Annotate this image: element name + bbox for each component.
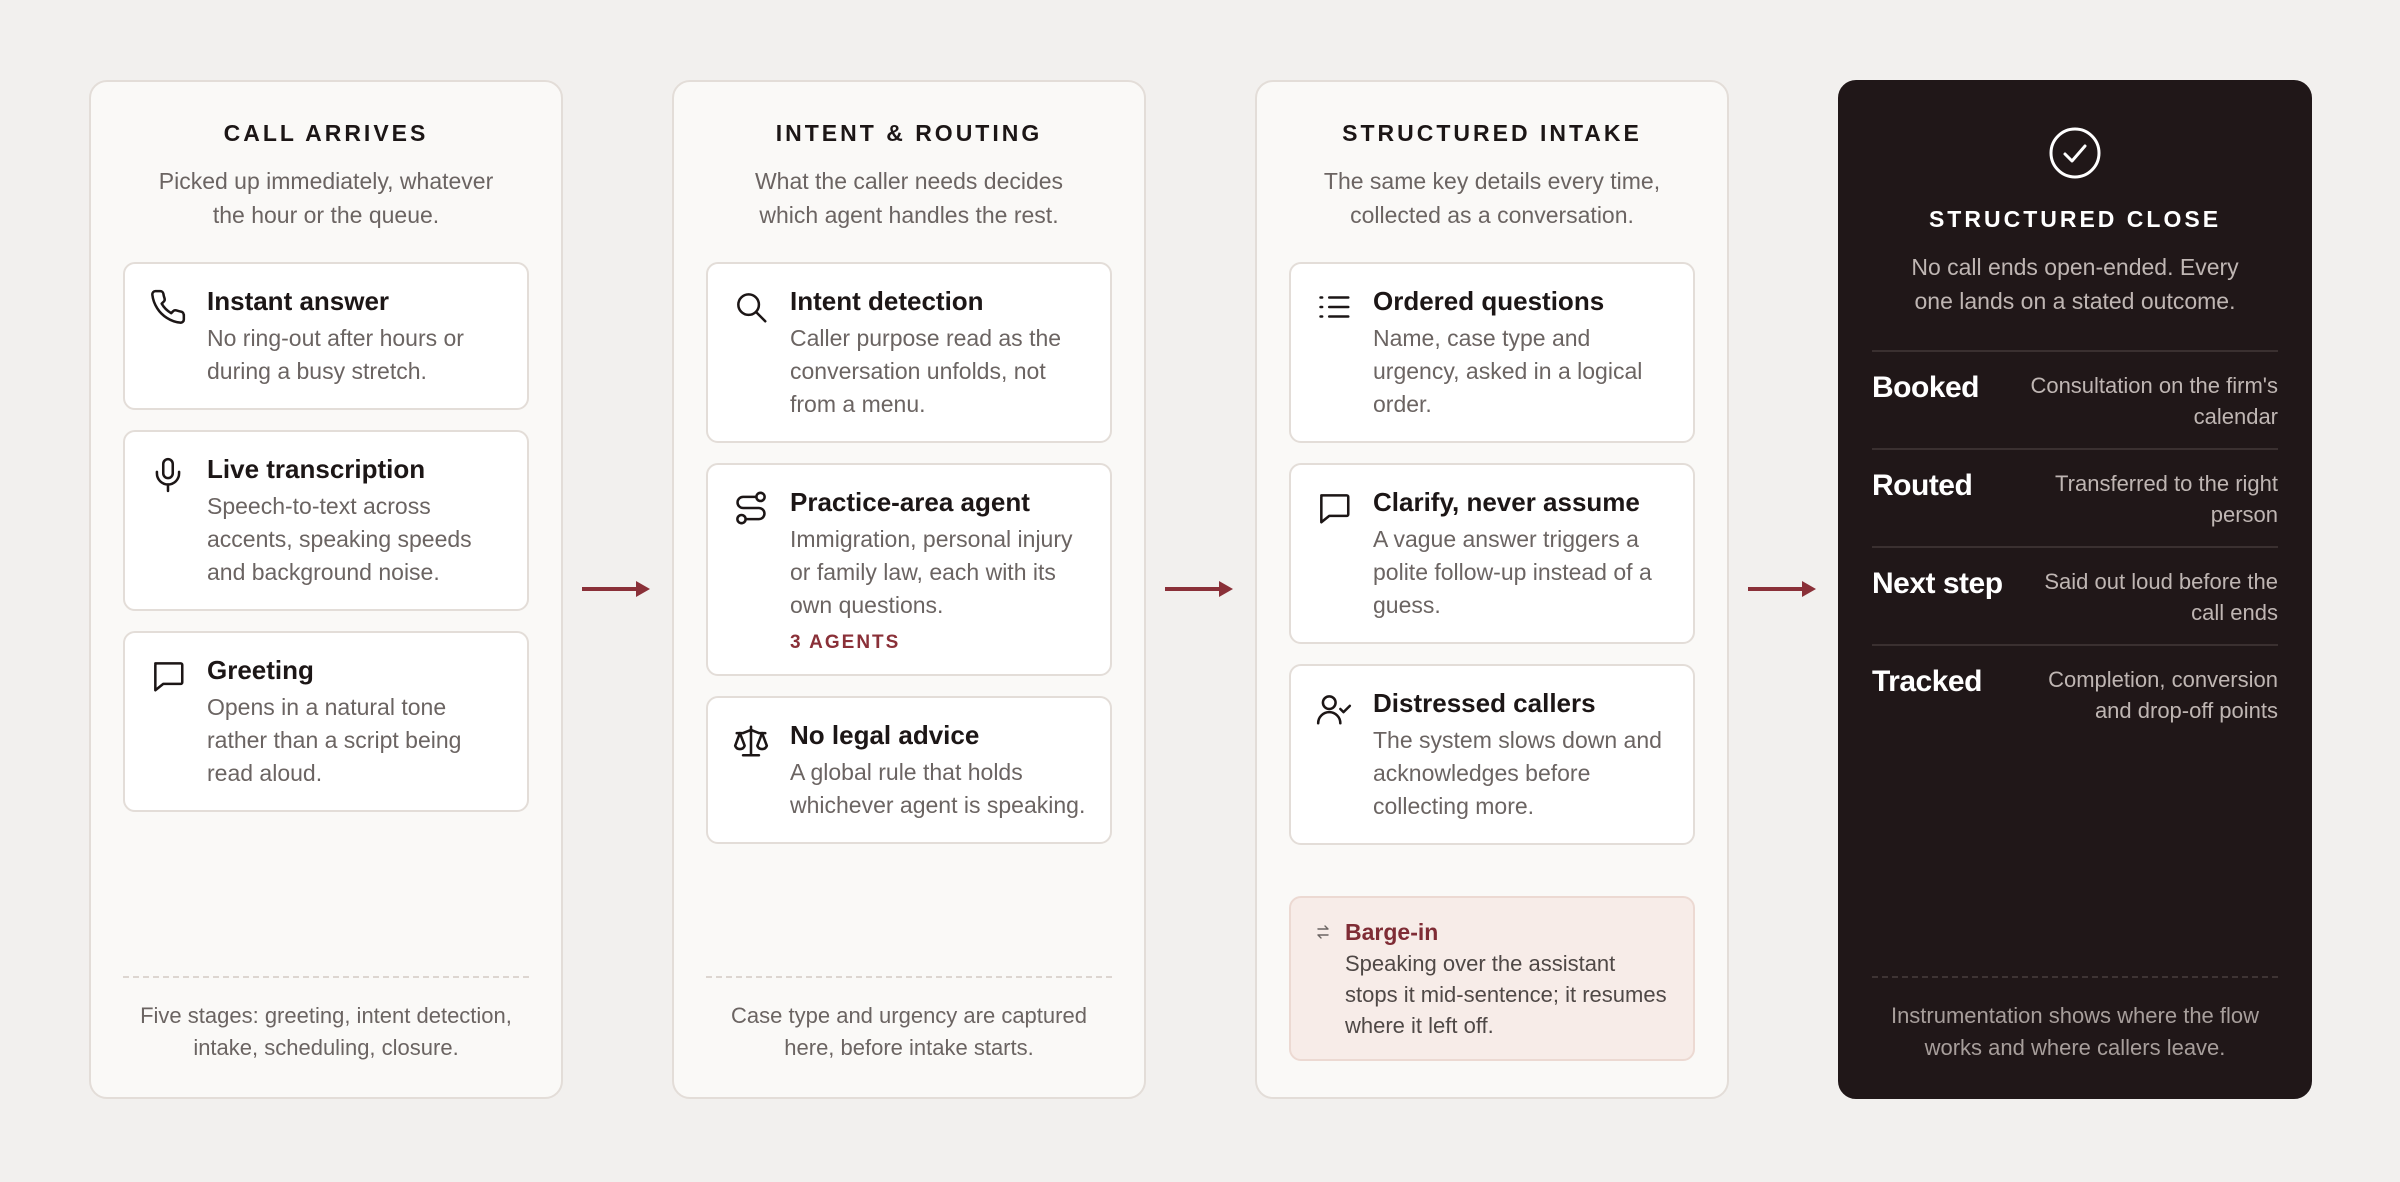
card-distressed-callers — [1289, 664, 1695, 845]
card-title: No legal advice — [790, 720, 980, 750]
card-intent-detection — [706, 262, 1112, 443]
barge-in-callout — [1289, 896, 1695, 1061]
stage-intent-routing — [672, 80, 1146, 1099]
outcome-row — [1872, 646, 2278, 742]
callout-description: Speaking over the assistant stops it mid-sentence; it resumes where it left off. — [1345, 951, 1667, 1038]
flow-arrow-icon — [580, 577, 652, 601]
swap-arrows-icon — [1315, 924, 1331, 940]
card-ordered-questions — [1289, 262, 1695, 443]
check-circle-icon — [2048, 126, 2102, 180]
card-clarify-never-assume — [1289, 463, 1695, 644]
outcome-description: Said out loud before the call ends — [2044, 569, 2278, 625]
outcome-row — [1872, 548, 2278, 646]
stage-title: STRUCTURED INTAKE — [1342, 120, 1642, 146]
stage-subtitle: Picked up immediately, whatever the hour or the queue. — [158, 168, 494, 228]
card-title: Clarify, never assume — [1373, 487, 1640, 517]
search-icon — [732, 288, 770, 326]
card-description: No ring-out after hours or during a busy stretch. — [207, 325, 464, 384]
card-description: Caller purpose read as the conversation unfolds, not from a menu. — [790, 325, 1062, 417]
stage-subtitle: The same key details every time, collected as a conversation. — [1323, 168, 1661, 228]
stage-structured-intake — [1255, 80, 1729, 1099]
card-title: Greeting — [207, 655, 314, 685]
user-check-icon — [1315, 690, 1353, 728]
stage-footer: Case type and urgency are captured here, before intake starts. — [706, 976, 1112, 1064]
card-title: Live transcription — [207, 454, 426, 484]
card-practice-area-agent — [706, 463, 1112, 676]
card-title: Practice-area agent — [790, 487, 1030, 517]
chat-bubble-icon — [149, 657, 187, 695]
flow-arrow-icon — [1746, 577, 1818, 601]
card-no-legal-advice — [706, 696, 1112, 844]
list-icon — [1315, 288, 1353, 326]
outcome-description: Completion, conversion and drop-off points — [2048, 667, 2278, 723]
card-greeting — [123, 631, 529, 812]
agents-count-badge: 3 AGENTS — [790, 632, 901, 653]
outcome-row — [1872, 352, 2278, 450]
callout-title: Barge-in — [1345, 919, 1439, 945]
stage-title: STRUCTURED CLOSE — [1928, 206, 2222, 232]
card-instant-answer — [123, 262, 529, 410]
card-description: Opens in a natural tone rather than a script being read aloud. — [207, 694, 462, 786]
stage-subtitle: No call ends open-ended. Every one lands on a stated outcome. — [1911, 254, 2239, 314]
card-description: A vague answer triggers a polite follow-up instead of a guess. — [1373, 526, 1652, 618]
stage-call-arrives — [89, 80, 563, 1099]
stage-structured-close — [1838, 80, 2312, 1099]
microphone-icon — [149, 456, 187, 494]
outcome-label: Next step — [1872, 567, 2003, 600]
outcome-label: Routed — [1872, 469, 1973, 502]
outcome-row — [1872, 450, 2278, 548]
outcome-list — [1872, 350, 2278, 742]
card-title: Distressed callers — [1373, 688, 1596, 718]
chat-bubble-icon — [1315, 489, 1353, 527]
stage-title: CALL ARRIVES — [223, 120, 429, 146]
card-description: A global rule that holds whichever agent is speaking. — [790, 759, 1086, 818]
card-live-transcription — [123, 430, 529, 611]
card-title: Ordered questions — [1373, 286, 1605, 316]
outcome-description: Consultation on the firm's calendar — [2030, 373, 2278, 429]
scale-icon — [732, 722, 770, 760]
stage-footer: Instrumentation shows where the flow works and where callers leave. — [1872, 976, 2278, 1064]
card-title: Intent detection — [790, 286, 984, 316]
card-description: Name, case type and urgency, asked in a logical order. — [1373, 325, 1643, 417]
card-description: The system slows down and acknowledges before collecting more. — [1373, 727, 1662, 819]
card-description: Immigration, personal injury or family law, each with its own questions. — [790, 526, 1073, 618]
outcome-label: Booked — [1872, 371, 1980, 404]
flow-arrow-icon — [1163, 577, 1235, 601]
phone-icon — [149, 288, 187, 326]
stage-title: INTENT & ROUTING — [775, 120, 1043, 146]
card-description: Speech-to-text across accents, speaking speeds and background noise. — [207, 493, 472, 585]
outcome-label: Tracked — [1872, 665, 1982, 698]
outcome-description: Transferred to the right person — [2055, 471, 2278, 527]
card-title: Instant answer — [207, 286, 390, 316]
stage-footer: Five stages: greeting, intent detection, intake, scheduling, closure. — [123, 976, 529, 1064]
route-icon — [732, 489, 770, 527]
stage-subtitle: What the caller needs decides which agent handles the rest. — [754, 168, 1064, 228]
